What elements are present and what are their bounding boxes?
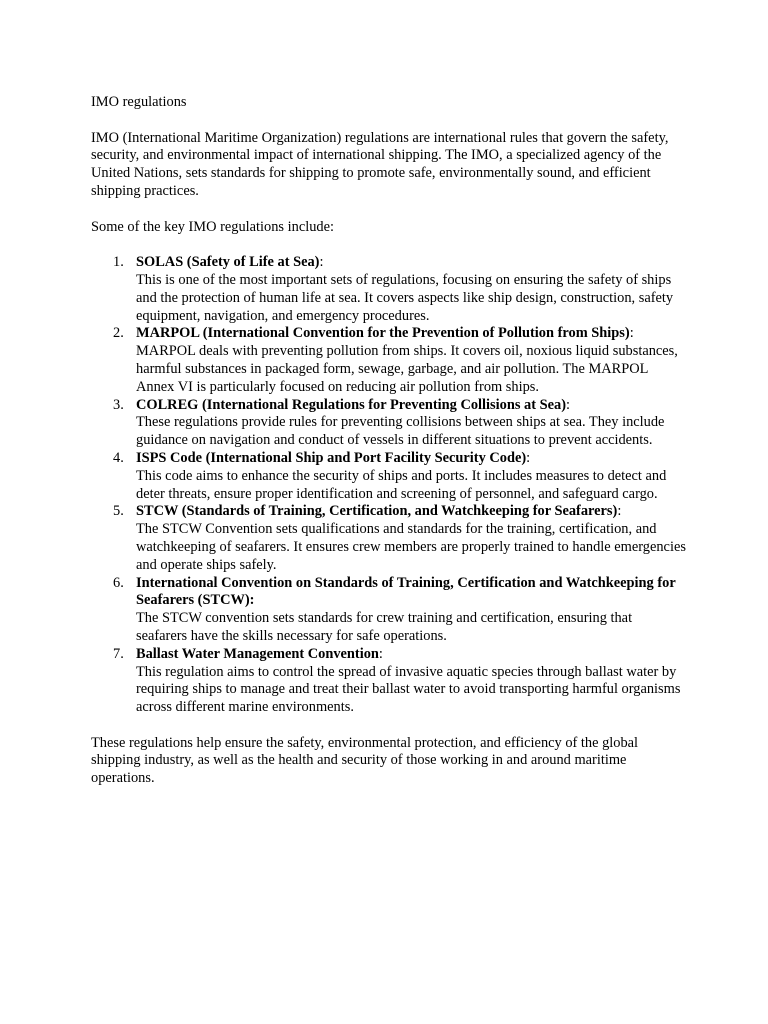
list-item — [113, 254, 686, 325]
item-number: 6. — [113, 574, 124, 591]
item-description: These regulations provide rules for preventing collisions between ships at sea. They include guidance on navigation and conduct of vessels in different situations to prevent accidents. — [136, 414, 665, 449]
item-number: 5. — [113, 503, 124, 520]
item-number: 2. — [113, 325, 124, 342]
document-title: IMO regulations — [91, 94, 187, 110]
list-intro: Some of the key IMO regulations include: — [91, 218, 334, 235]
list-item — [113, 449, 686, 503]
item-description: The STCW convention sets standards for crew training and certification, ensuring that seafarers have the skills necessary for safe operations. — [136, 610, 633, 644]
item-colon: : — [629, 325, 634, 342]
item-number: 4. — [113, 449, 124, 466]
item-number: 7. — [113, 645, 124, 662]
conclusion-paragraph: These regulations help ensure the safety, environmental protection, and efficiency of the global shipping industry, as well as the health and security of those working in and around maritime operations. — [91, 734, 639, 787]
item-description: The STCW Convention sets qualifications and standards for the training, certification, and watchkeeping of seafarers. It ensures crew members are properly trained to handle emergencies and operate ships safely. — [136, 521, 686, 573]
list-item — [113, 396, 686, 450]
item-description: This code aims to enhance the security of ships and ports. It includes measures to detect and deter threats, ensure proper identification and screening of personnel, and safeguard cargo. — [136, 467, 667, 502]
item-title: STCW (Standards of Training, Certification, and Watchkeeping for Seafarers) — [136, 503, 618, 520]
regulations-list — [91, 254, 686, 717]
item-colon: : — [319, 254, 324, 271]
item-title: International Convention on Standards of Training, Certification and Watchkeeping for Seafarers (STCW): — [136, 574, 676, 609]
item-number: 3. — [113, 396, 124, 413]
list-item — [113, 645, 686, 717]
item-colon: : — [566, 396, 570, 413]
list-item — [113, 503, 686, 574]
item-colon: : — [526, 449, 531, 466]
document-page — [91, 94, 686, 806]
item-description: This is one of the most important sets of regulations, focusing on ensuring the safety of ships and the protection of human life at sea. It covers aspects like ship design, construction, safety equipment, navigation, and emergency procedures. — [136, 271, 674, 324]
list-item — [113, 574, 686, 646]
item-colon: : — [378, 645, 383, 662]
list-item — [113, 325, 686, 396]
intro-paragraph: IMO (International Maritime Organization) regulations are international rules that govern the safety, security, and environmental impact of international shipping. The IMO, a specialized agency of the United Nations, sets standards for shipping to promote safe, environmentally sound, and efficient shipping practices. — [91, 129, 669, 199]
item-description: This regulation aims to control the spread of invasive aquatic species through ballast water by requiring ships to manage and treat their ballast water to avoid transporting harmful organisms across different marine environments. — [136, 663, 681, 716]
item-title: ISPS Code (International Ship and Port Facility Security Code) — [136, 449, 527, 466]
item-title: COLREG (International Regulations for Preventing Collisions at Sea) — [136, 396, 566, 413]
item-number: 1. — [113, 254, 124, 271]
item-colon: : — [617, 503, 622, 520]
item-title: MARPOL (International Convention for the Prevention of Pollution from Ships) — [136, 325, 630, 342]
item-title: SOLAS (Safety of Life at Sea) — [136, 254, 320, 271]
item-description: MARPOL deals with preventing pollution from ships. It covers oil, noxious liquid substances, harmful substances in packaged form, sewage, garbage, and air pollution. The MARPOL Annex VI is particularly focused on reducing air pollution from ships. — [136, 343, 678, 395]
item-title: Ballast Water Management Convention — [136, 645, 379, 662]
